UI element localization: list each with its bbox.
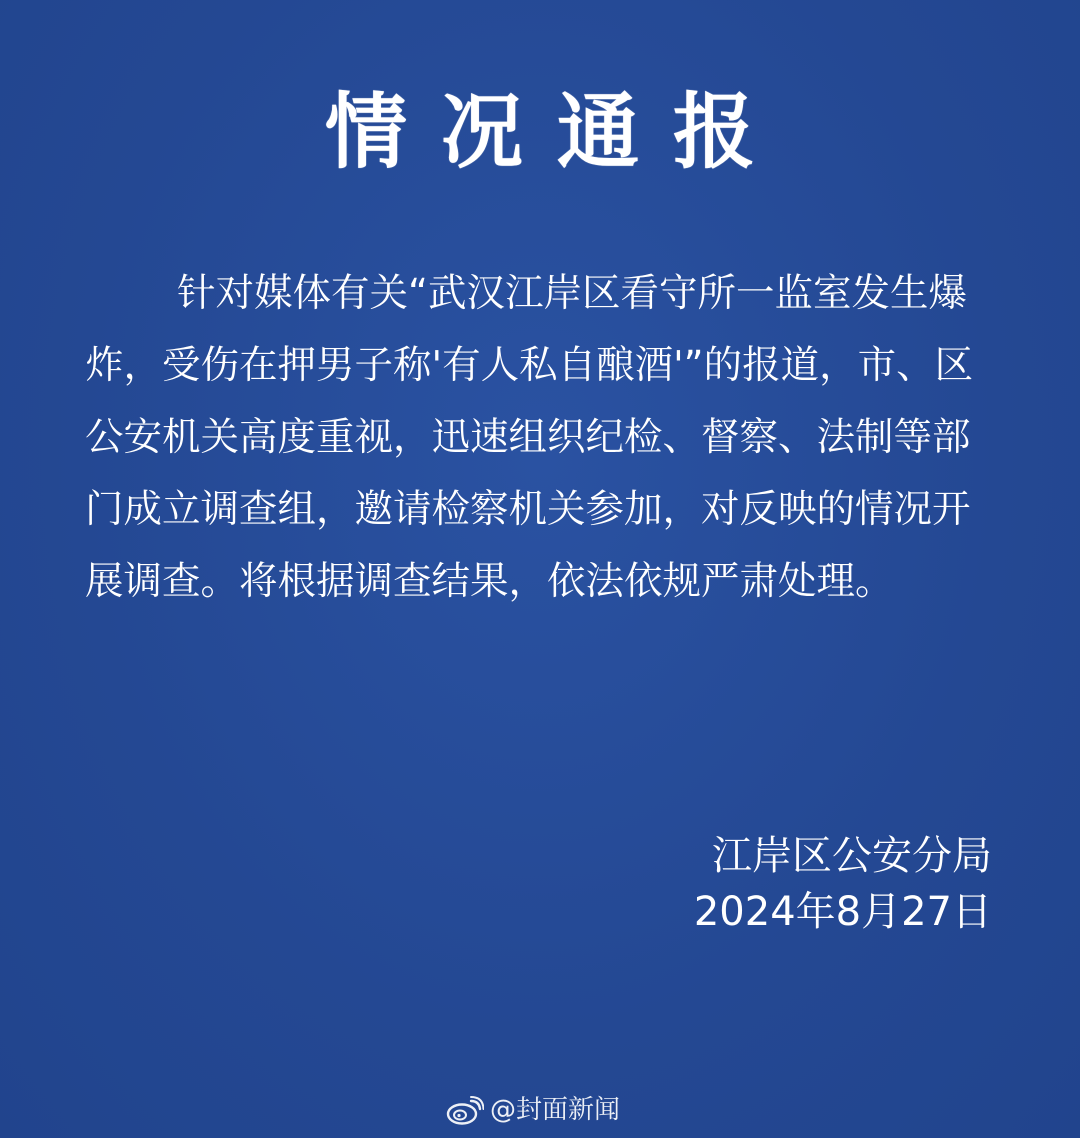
watermark-text: @封面新闻 xyxy=(490,1095,621,1125)
notice-title: 情况通报 xyxy=(324,85,789,180)
weibo-icon xyxy=(446,1095,484,1125)
source-watermark xyxy=(446,1092,620,1128)
issue-date: 2024年8月27日 xyxy=(693,889,992,935)
issuer-name: 江岸区公安分局 xyxy=(712,833,992,879)
notice-body: 针对媒体有关“武汉江岸区看守所一监室发生爆炸，受伤在押男子称'有人私自酿酒'”的报道，市、区公安机关高度重视，迅速组织纪检、督察、法制等部门成立调查组，邀请检察机关参加，对反映的情况开展调查。将根据调查结果，依法依规严肃处理。 xyxy=(85,271,974,604)
notice-signature xyxy=(694,828,992,940)
